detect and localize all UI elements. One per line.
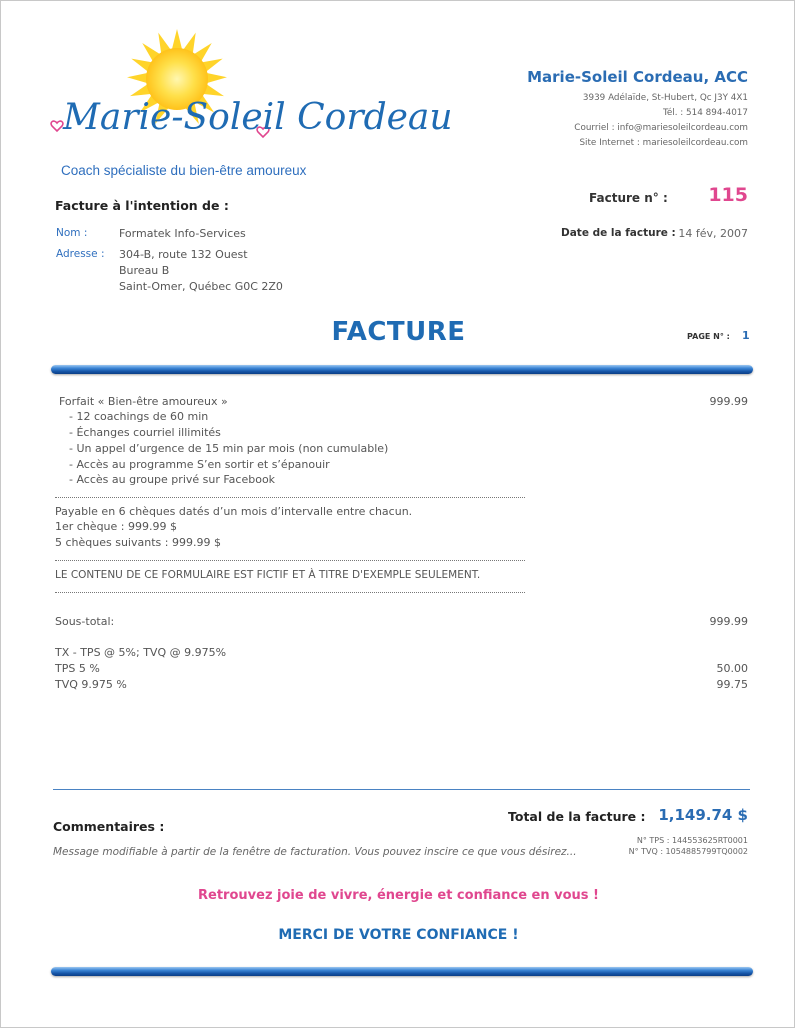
tvq-number: N° TVQ : 1054885799TQ0002 (628, 847, 748, 856)
package-amount: 999.99 (709, 395, 748, 408)
document-title: FACTURE (331, 317, 466, 347)
invoice-date: 14 fév, 2007 (678, 227, 748, 240)
thank-you: MERCI DE VOTRE CONFIANCE ! (278, 927, 519, 943)
comments-text: Message modifiable à partir de la fenêtre de facturation. Vous pouvez inscire ce que vous désirez... (53, 846, 577, 858)
feature-item: - Accès au programme S’en sortir et s’épanouir (69, 458, 330, 471)
dotted-separator (55, 560, 525, 561)
sender-website: Site Internet : mariesoleilcordeau.com (579, 138, 748, 148)
payment-line: 5 chèques suivants : 999.99 $ (55, 536, 221, 549)
logo-text: Marie-Soleil Cordeau (63, 97, 453, 138)
dotted-separator (55, 592, 525, 593)
address-line-1: 304-B, route 132 Ouest (119, 248, 248, 261)
address-label: Adresse : (56, 248, 105, 260)
logo-tagline: Coach spécialiste du bien-être amoureux (61, 163, 307, 178)
total-value: 1,149.74 $ (658, 806, 748, 824)
invoice-date-label: Date de la facture : (561, 227, 676, 239)
bill-to-heading: Facture à l'intention de : (55, 198, 229, 213)
feature-item: - Un appel d’urgence de 15 min par mois (non cumulable) (69, 442, 389, 455)
tax-description: TX - TPS @ 5%; TVQ @ 9.975% (55, 646, 227, 659)
page-number: 1 (742, 329, 750, 342)
invoice-number: 115 (708, 184, 748, 206)
address-line-3: Saint-Omer, Québec G0C 2Z0 (119, 280, 283, 293)
address-line-2: Bureau B (119, 264, 170, 277)
section-divider (53, 789, 750, 790)
name-label: Nom : (56, 227, 88, 239)
sender-phone: Tél. : 514 894-4017 (662, 108, 748, 118)
company-logo (49, 27, 453, 147)
total-label: Total de la facture : (508, 809, 646, 824)
invoice-number-label: Facture n° : (589, 191, 668, 205)
sender-name: Marie-Soleil Cordeau, ACC (527, 68, 748, 86)
top-divider-bar (51, 365, 753, 374)
tps-number: N° TPS : 144553625RT0001 (636, 836, 748, 845)
client-name: Formatek Info-Services (119, 227, 246, 240)
tvq-value: 99.75 (716, 678, 748, 691)
subtotal-label: Sous-total: (55, 615, 115, 628)
subtotal-value: 999.99 (709, 615, 748, 628)
feature-item: - 12 coachings de 60 min (69, 410, 209, 423)
tps-label: TPS 5 % (55, 662, 100, 675)
bottom-divider-bar (51, 967, 753, 976)
sun-logo-icon (49, 27, 453, 147)
payment-line: Payable en 6 chèques datés d’un mois d’intervalle entre chacun. (55, 505, 413, 518)
dotted-separator (55, 497, 525, 498)
package-title: Forfait « Bien-être amoureux » (59, 395, 228, 408)
comments-label: Commentaires : (53, 819, 165, 834)
page-number-label: PAGE N° : (687, 332, 730, 341)
sender-address: 3939 Adélaïde, St-Hubert, Qc J3Y 4X1 (582, 93, 748, 103)
sender-email: Courriel : info@mariesoleilcordeau.com (574, 123, 748, 133)
slogan: Retrouvez joie de vivre, énergie et confiance en vous ! (198, 888, 599, 903)
payment-line: 1er chèque : 999.99 $ (55, 520, 177, 533)
tps-value: 50.00 (716, 662, 748, 675)
feature-item: - Accès au groupe privé sur Facebook (69, 473, 276, 486)
feature-item: - Échanges courriel illimités (69, 426, 221, 439)
tvq-label: TVQ 9.975 % (55, 678, 127, 691)
disclaimer: LE CONTENU DE CE FORMULAIRE EST FICTIF ET À TITRE D'EXEMPLE SEULEMENT. (55, 569, 481, 581)
